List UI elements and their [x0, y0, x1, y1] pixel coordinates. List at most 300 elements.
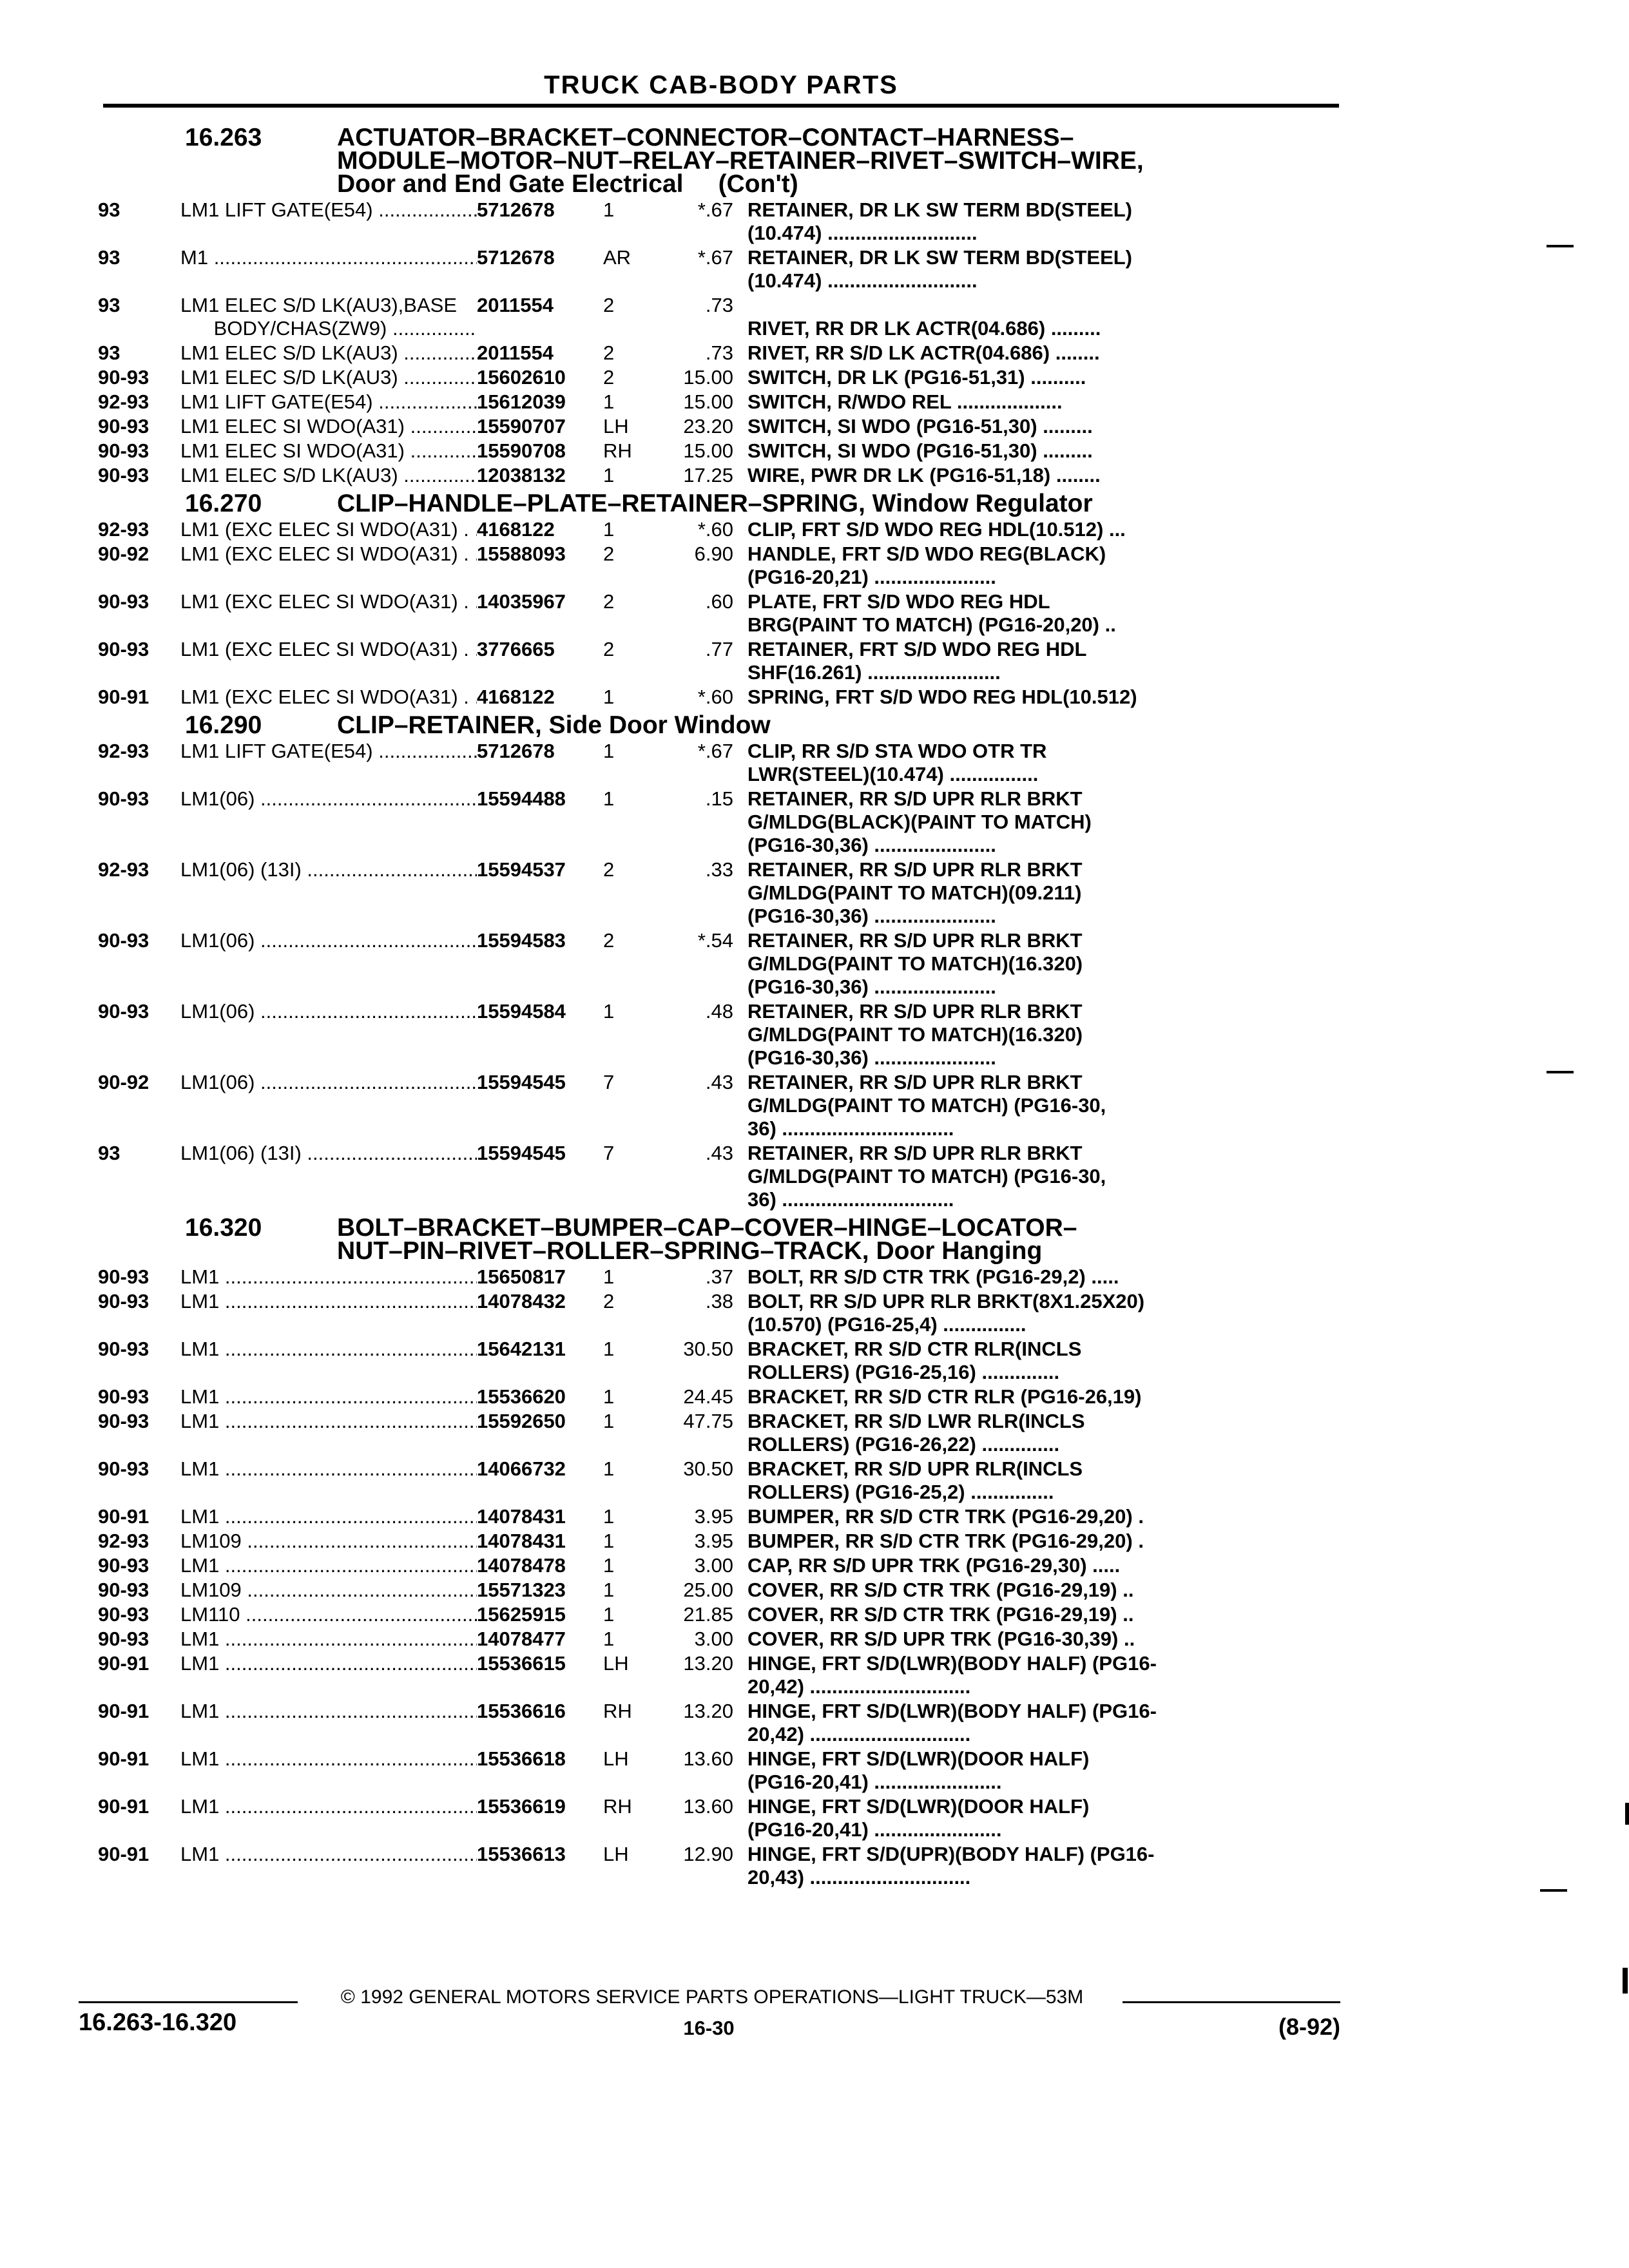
model-year: 92-93 [98, 858, 149, 881]
header-rule [103, 104, 1339, 108]
model-code-text: LM1 [180, 1457, 220, 1480]
part-description: RETAINER, FRT S/D WDO REG HDL SHF(16.261) ........................ [747, 638, 1087, 684]
part-number: 15588093 [477, 543, 566, 565]
part-number: 14078478 [477, 1554, 566, 1577]
quantity: 1 [603, 1628, 615, 1650]
catalog-section [98, 126, 1335, 487]
model-code-text: LM110 [180, 1603, 240, 1626]
model-year: 90-93 [98, 1457, 149, 1480]
price: *.67 [697, 246, 733, 269]
table-row [98, 246, 1335, 293]
table-row [98, 390, 1335, 414]
model-code-text: LM1 [180, 1628, 220, 1650]
part-number: 15594545 [477, 1071, 566, 1093]
catalog-section [98, 711, 1335, 1211]
margin-mark [1547, 1071, 1574, 1073]
part-description: RETAINER, RR S/D UPR RLR BRKT G/MLDG(PAINT TO MATCH) (PG16-30, 36) ............................... [747, 1071, 1106, 1140]
model-year: 90-93 [98, 1265, 149, 1288]
model-code [180, 439, 477, 463]
part-number: 15612039 [477, 390, 566, 413]
footer-rule-right [1123, 2001, 1340, 2003]
part-description: HINGE, FRT S/D(LWR)(BODY HALF) (PG16- 20,42) ............................. [747, 1700, 1157, 1745]
part-description: BUMPER, RR S/D CTR TRK (PG16-29,20) . [747, 1530, 1144, 1552]
quantity: 2 [603, 366, 615, 389]
model-code [180, 590, 477, 637]
part-description: CLIP, FRT S/D WDO REG HDL(10.512) ... [747, 518, 1126, 541]
table-row [98, 638, 1335, 684]
leader-dots [387, 317, 477, 340]
table-row [98, 929, 1335, 999]
table-row [98, 590, 1335, 637]
model-code [180, 1290, 477, 1336]
part-number: 15571323 [477, 1579, 566, 1601]
leader-dots [255, 929, 477, 952]
quantity: 1 [603, 390, 615, 413]
quantity: 1 [603, 1603, 615, 1626]
price: *.54 [697, 929, 733, 952]
leader-dots [219, 1795, 477, 1818]
part-number: 15594545 [477, 1142, 566, 1164]
model-code [180, 1579, 477, 1602]
quantity: 1 [603, 1265, 615, 1288]
model-code-text: LM1 ELEC S/D LK(AU3) [180, 341, 398, 364]
margin-mark [1623, 1968, 1628, 1994]
model-code [180, 858, 477, 928]
table-row [98, 439, 1335, 463]
part-description: HANDLE, FRT S/D WDO REG(BLACK) (PG16-20,21) ...................... [747, 543, 1106, 588]
model-code-text: LM1 [180, 1747, 220, 1770]
footer-section-range: 16.263-16.320 [79, 2009, 237, 2036]
price: .60 [705, 590, 733, 613]
leader-dots [255, 787, 477, 810]
quantity: 2 [603, 341, 615, 364]
model-year: 90-93 [98, 590, 149, 613]
model-year: 90-93 [98, 366, 149, 389]
price: .73 [705, 341, 733, 364]
model-year: 90-93 [98, 1579, 149, 1601]
quantity: LH [603, 1843, 629, 1865]
model-code-text: LM1(06) [180, 1000, 255, 1023]
part-description: RETAINER, RR S/D UPR RLR BRKT G/MLDG(PAINT TO MATCH) (PG16-30, 36) ............................... [747, 1142, 1106, 1211]
quantity: 7 [603, 1142, 615, 1164]
quantity: 1 [603, 1530, 615, 1552]
price: 15.00 [683, 366, 733, 389]
section-subtitle: Door and End Gate Electrical (Con't) [337, 170, 798, 198]
model-code-text: LM1 [180, 1652, 220, 1675]
part-description: HINGE, FRT S/D(LWR)(DOOR HALF) (PG16-20,41) ....................... [747, 1747, 1090, 1793]
part-number: 14078477 [477, 1628, 566, 1650]
section-heading [98, 126, 1335, 196]
part-number: 14035967 [477, 590, 566, 613]
leader-dots [398, 464, 477, 486]
quantity: RH [603, 1700, 632, 1722]
footer-copyright: © 1992 GENERAL MOTORS SERVICE PARTS OPERATIONS—LIGHT TRUCK—53M [340, 1986, 1084, 2008]
price: 15.00 [683, 390, 733, 413]
quantity: 2 [603, 638, 615, 660]
section-title [337, 1216, 1335, 1263]
part-description: WIRE, PWR DR LK (PG16-51,18) ........ [747, 464, 1101, 486]
part-description: COVER, RR S/D UPR TRK (PG16-30,39) .. [747, 1628, 1135, 1650]
section-title-line: BOLT–BRACKET–BUMPER–CAP–COVER–HINGE–LOCATOR– [337, 1214, 1077, 1242]
leader-dots [255, 1000, 477, 1023]
part-number: 15594584 [477, 1000, 566, 1023]
model-code [180, 1554, 477, 1577]
table-row [98, 1505, 1335, 1528]
price: 30.50 [683, 1338, 733, 1360]
table-row [98, 518, 1335, 541]
section-number: 16.263 [185, 124, 262, 151]
part-number: 5712678 [477, 740, 555, 762]
table-row [98, 1747, 1335, 1794]
model-year: 90-93 [98, 1385, 149, 1408]
part-description: BRACKET, RR S/D CTR RLR (PG16-26,19) [747, 1385, 1142, 1408]
quantity: 1 [603, 1410, 615, 1432]
model-code [180, 294, 477, 340]
part-number: 14078432 [477, 1290, 566, 1312]
model-code [180, 198, 477, 245]
leader-dots [219, 1652, 477, 1675]
part-number: 15536613 [477, 1843, 566, 1865]
quantity: 1 [603, 518, 615, 541]
section-title-line: CLIP–RETAINER, Side Door Window [337, 711, 771, 739]
table-row [98, 1554, 1335, 1577]
model-code-text: LM1 [180, 1265, 220, 1288]
model-code [180, 1385, 477, 1408]
leader-dots [240, 1603, 477, 1626]
price: 13.20 [683, 1700, 733, 1722]
table-row [98, 1530, 1335, 1553]
model-year: 93 [98, 341, 120, 364]
quantity: 2 [603, 294, 615, 316]
model-code-text: LM1(06) (13I) [180, 1142, 302, 1164]
part-number: 2011554 [477, 294, 554, 316]
quantity: 7 [603, 1071, 615, 1093]
model-code-text: LM1 [180, 1843, 220, 1865]
quantity: 2 [603, 858, 615, 881]
leader-dots [405, 415, 477, 437]
price: 13.60 [683, 1795, 733, 1818]
margin-mark [1625, 1803, 1629, 1825]
part-description: SWITCH, SI WDO (PG16-51,30) ......... [747, 439, 1093, 462]
price: 3.95 [694, 1530, 733, 1552]
part-description: BOLT, RR S/D UPR RLR BRKT(8X1.25X20) (10.570) (PG16-25,4) ............... [747, 1290, 1145, 1336]
table-row [98, 1142, 1335, 1211]
part-description: BRACKET, RR S/D UPR RLR(INCLS ROLLERS) (PG16-25,2) ............... [747, 1457, 1083, 1503]
model-code [180, 341, 477, 365]
parts-catalog [98, 122, 1335, 1894]
part-description: RETAINER, RR S/D UPR RLR BRKT G/MLDG(PAINT TO MATCH)(16.320) (PG16-30,36) ...................... [747, 929, 1083, 998]
model-code-text: LM1 [180, 1410, 220, 1432]
leader-dots [219, 1747, 477, 1770]
model-year: 90-93 [98, 638, 149, 660]
leader-dots [469, 686, 477, 708]
model-year: 90-91 [98, 1843, 149, 1865]
model-code-text: LM1 ELEC S/D LK(AU3) [180, 464, 398, 486]
leader-dots [469, 543, 477, 565]
part-number: 15536619 [477, 1795, 566, 1818]
part-number: 15625915 [477, 1603, 566, 1626]
section-title [337, 126, 1335, 196]
model-code [180, 787, 477, 857]
model-year: 90-91 [98, 1795, 149, 1818]
price: .77 [705, 638, 733, 660]
quantity: 1 [603, 787, 615, 810]
section-title-line: MODULE–MOTOR–NUT–RELAY–RETAINER–RIVET–SWITCH–WIRE, [337, 147, 1144, 175]
leader-dots [219, 1265, 477, 1288]
model-code-text: LM1 [180, 1554, 220, 1577]
model-code-text: LM109 [180, 1530, 242, 1552]
price: 25.00 [683, 1579, 733, 1601]
price: 13.60 [683, 1747, 733, 1770]
model-code [180, 366, 477, 389]
page-header: TRUCK CAB-BODY PARTS [544, 71, 898, 99]
model-year: 93 [98, 1142, 120, 1164]
price: 3.00 [694, 1628, 733, 1650]
model-year: 93 [98, 246, 120, 269]
table-row [98, 740, 1335, 786]
table-row [98, 1700, 1335, 1746]
part-number: 15642131 [477, 1338, 566, 1360]
section-number: 16.270 [185, 490, 262, 517]
quantity: 1 [603, 1457, 615, 1480]
model-code-text: LM1 [180, 1795, 220, 1818]
table-row [98, 1410, 1335, 1456]
part-description: CAP, RR S/D UPR TRK (PG16-29,30) ..... [747, 1554, 1121, 1577]
leader-dots [219, 1457, 477, 1480]
table-row [98, 858, 1335, 928]
model-code-text: LM1 (EXC ELEC SI WDO(A31) . [180, 590, 469, 613]
model-code [180, 1505, 477, 1528]
part-description: RETAINER, DR LK SW TERM BD(STEEL) (10.474) ........................... [747, 246, 1133, 292]
model-code [180, 246, 477, 293]
model-code [180, 1843, 477, 1889]
price: 30.50 [683, 1457, 733, 1480]
leader-dots [405, 439, 477, 462]
quantity: 1 [603, 1385, 615, 1408]
model-code [180, 1457, 477, 1504]
price: 23.20 [683, 415, 733, 437]
model-year: 92-93 [98, 518, 149, 541]
leader-dots [219, 1338, 477, 1360]
model-code-text: LM1 ELEC SI WDO(A31) [180, 439, 405, 462]
model-year: 90-93 [98, 787, 149, 810]
part-description: RETAINER, RR S/D UPR RLR BRKT G/MLDG(BLACK)(PAINT TO MATCH) (PG16-30,36) ...................... [747, 787, 1092, 856]
model-code [180, 929, 477, 999]
quantity: 1 [603, 740, 615, 762]
catalog-section [98, 1216, 1335, 1889]
section-title-line: ACTUATOR–BRACKET–CONNECTOR–CONTACT–HARNESS– [337, 124, 1074, 151]
part-number: 15650817 [477, 1265, 566, 1288]
leader-dots [469, 590, 477, 613]
part-description: HINGE, FRT S/D(LWR)(DOOR HALF) (PG16-20,41) ....................... [747, 1795, 1090, 1841]
leader-dots [219, 1700, 477, 1722]
part-number: 15594488 [477, 787, 566, 810]
price: .15 [705, 787, 733, 810]
part-number: 4168122 [477, 518, 555, 541]
model-year: 90-93 [98, 1290, 149, 1312]
table-row [98, 366, 1335, 389]
part-number: 4168122 [477, 686, 555, 708]
model-code [180, 415, 477, 438]
section-heading [98, 711, 1335, 739]
model-code-text: LM1 [180, 1290, 220, 1312]
footer-date: (8-92) [1278, 2013, 1340, 2040]
model-code-text: LM1(06) [180, 929, 255, 952]
table-row [98, 1457, 1335, 1504]
part-number: 14078431 [477, 1530, 566, 1552]
section-number: 16.320 [185, 1214, 262, 1242]
model-year: 93 [98, 198, 120, 221]
section-heading [98, 1216, 1335, 1263]
price: *.67 [697, 198, 733, 221]
model-year: 90-93 [98, 415, 149, 437]
table-row [98, 1265, 1335, 1289]
model-year: 90-93 [98, 439, 149, 462]
leader-dots [219, 1385, 477, 1408]
quantity: LH [603, 415, 629, 437]
leader-dots [302, 1142, 477, 1164]
quantity: AR [603, 246, 631, 269]
model-year: 90-91 [98, 1747, 149, 1770]
quantity: 2 [603, 929, 615, 952]
leader-dots [219, 1505, 477, 1528]
section-title-line: CLIP–HANDLE–PLATE–RETAINER–SPRING, Window Regulator [337, 490, 1093, 517]
price: 12.90 [683, 1843, 733, 1865]
leader-dots [255, 1071, 477, 1093]
model-code-text: LM1 ELEC SI WDO(A31) [180, 415, 405, 437]
leader-dots [208, 246, 477, 269]
table-row [98, 543, 1335, 589]
model-code [180, 1652, 477, 1698]
model-code-text: LM1 LIFT GATE(E54) [180, 198, 373, 221]
quantity: RH [603, 1795, 632, 1818]
table-row [98, 1652, 1335, 1698]
model-code-text: LM1 LIFT GATE(E54) [180, 390, 373, 413]
footer-page-number: 16-30 [683, 2017, 735, 2039]
quantity: 1 [603, 1338, 615, 1360]
model-year: 90-93 [98, 1554, 149, 1577]
part-number: 5712678 [477, 246, 555, 269]
model-code-text: LM109 [180, 1579, 242, 1601]
model-year: 92-93 [98, 390, 149, 413]
price: 3.95 [694, 1505, 733, 1528]
price: .43 [705, 1071, 733, 1093]
margin-mark [1540, 1889, 1567, 1892]
part-description: RETAINER, RR S/D UPR RLR BRKT G/MLDG(PAINT TO MATCH)(16.320) (PG16-30,36) ...................... [747, 1000, 1083, 1069]
quantity: 2 [603, 543, 615, 565]
table-row [98, 1071, 1335, 1140]
quantity: LH [603, 1652, 629, 1675]
leader-dots [398, 366, 477, 389]
table-row [98, 686, 1335, 709]
quantity: 1 [603, 1505, 615, 1528]
model-year: 92-93 [98, 740, 149, 762]
model-code [180, 464, 477, 487]
part-description: SPRING, FRT S/D WDO REG HDL(10.512) [747, 686, 1137, 708]
price: .43 [705, 1142, 733, 1164]
model-year: 90-93 [98, 1603, 149, 1626]
price: .33 [705, 858, 733, 881]
model-code [180, 1530, 477, 1553]
part-number: 12038132 [477, 464, 566, 486]
model-code [180, 1000, 477, 1070]
margin-mark [1547, 245, 1574, 247]
part-number: 3776665 [477, 638, 555, 660]
part-number: 15590708 [477, 439, 566, 462]
quantity: 2 [603, 1290, 615, 1312]
model-code [180, 543, 477, 589]
model-code-text: LM1 [180, 1505, 220, 1528]
leader-dots [219, 1843, 477, 1865]
model-year: 90-93 [98, 929, 149, 952]
leader-dots [219, 1410, 477, 1432]
price: 13.20 [683, 1652, 733, 1675]
footer-rule-left [79, 2001, 298, 2003]
model-year: 92-93 [98, 1530, 149, 1552]
price: 6.90 [694, 543, 733, 565]
part-description: BRACKET, RR S/D CTR RLR(INCLS ROLLERS) (PG16-25,16) .............. [747, 1338, 1082, 1383]
table-row [98, 341, 1335, 365]
part-description: HINGE, FRT S/D(UPR)(BODY HALF) (PG16- 20,43) ............................. [747, 1843, 1155, 1888]
part-number: 15594537 [477, 858, 566, 881]
model-code-text: LM1 ELEC S/D LK(AU3) [180, 366, 398, 389]
quantity: RH [603, 439, 632, 462]
quantity: LH [603, 1747, 629, 1770]
model-code-text: LM1 [180, 1700, 220, 1722]
model-code [180, 1747, 477, 1794]
quantity: 1 [603, 1000, 615, 1023]
model-code-text: LM1 [180, 1385, 220, 1408]
price: .38 [705, 1290, 733, 1312]
model-code [180, 1265, 477, 1289]
model-code-text: LM1(06) [180, 787, 255, 810]
model-code [180, 638, 477, 684]
section-title [337, 711, 1335, 739]
model-code [180, 740, 477, 786]
part-number: 15592650 [477, 1410, 566, 1432]
leader-dots [219, 1554, 477, 1577]
model-year: 90-93 [98, 1628, 149, 1650]
table-row [98, 198, 1335, 245]
part-number: 15590707 [477, 415, 566, 437]
model-code [180, 1603, 477, 1626]
model-code-text: M1 [180, 246, 209, 269]
section-title-line: NUT–PIN–RIVET–ROLLER–SPRING–TRACK, Door Hanging [337, 1237, 1043, 1265]
part-number: 15594583 [477, 929, 566, 952]
price: 47.75 [683, 1410, 733, 1432]
part-description: SWITCH, SI WDO (PG16-51,30) ......... [747, 415, 1093, 437]
table-row [98, 1795, 1335, 1841]
section-number: 16.290 [185, 711, 262, 739]
model-code-text: LM1 (EXC ELEC SI WDO(A31) . [180, 638, 469, 660]
part-description: HINGE, FRT S/D(LWR)(BODY HALF) (PG16- 20,42) ............................. [747, 1652, 1157, 1698]
model-code-text: LM1 ELEC S/D LK(AU3),BASE BODY/CHAS(ZW9) [180, 294, 457, 340]
model-code-text: LM1 LIFT GATE(E54) [180, 740, 373, 762]
price: 21.85 [683, 1603, 733, 1626]
leader-dots [219, 1290, 477, 1312]
model-code [180, 1700, 477, 1746]
model-year: 90-92 [98, 1071, 149, 1093]
model-year: 90-93 [98, 1338, 149, 1360]
part-number: 5712678 [477, 198, 555, 221]
model-code [180, 1338, 477, 1384]
table-row [98, 1290, 1335, 1336]
price: *.60 [697, 686, 733, 708]
quantity: 1 [603, 464, 615, 486]
table-row [98, 787, 1335, 857]
part-description: PLATE, FRT S/D WDO REG HDL BRG(PAINT TO MATCH) (PG16-20,20) .. [747, 590, 1116, 636]
price: *.60 [697, 518, 733, 541]
